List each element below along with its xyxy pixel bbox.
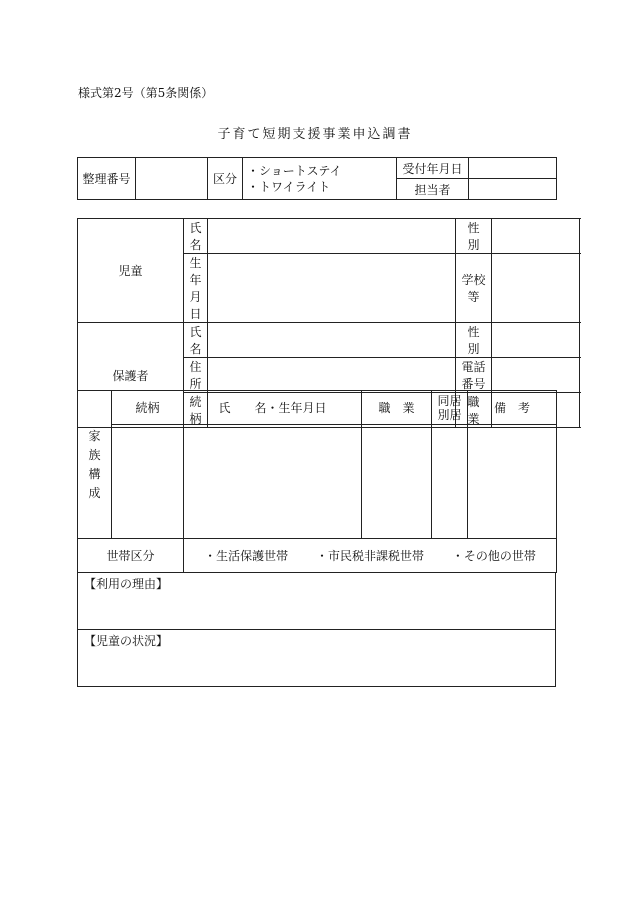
received-date-label: 受付年月日 (397, 158, 469, 179)
family-name-birthdate-field[interactable] (184, 425, 362, 539)
guardian-occupation-label: 職 業 (456, 393, 492, 428)
child-status-box[interactable] (77, 629, 556, 687)
guardian-address-label: 住 所 (184, 358, 208, 393)
child-sex-label: 性 別 (456, 219, 492, 254)
guardian-section-label: 保護者 (78, 323, 184, 428)
option-tax-exempt-household[interactable]: ・市民税非課税世帯 (315, 549, 424, 563)
family-relation-field[interactable] (112, 425, 184, 539)
received-date-field[interactable] (469, 158, 557, 179)
person-in-charge-field[interactable] (469, 179, 557, 200)
child-sex-field[interactable] (492, 219, 580, 254)
family-living-field[interactable] (432, 425, 468, 539)
option-welfare-household[interactable]: ・生活保護世帯 (204, 549, 289, 563)
guardian-relation-label: 続 柄 (184, 393, 208, 428)
guardian-address-field[interactable] (208, 358, 456, 393)
child-name-label: 氏 名 (184, 219, 208, 254)
option-twilight[interactable]: ・トワイライト (247, 179, 331, 194)
household-label: 世帯区分 (78, 539, 184, 573)
management-number-label: 整理番号 (78, 158, 136, 200)
form-number-label: 様式第2号（第5条関係） (78, 86, 214, 100)
guardian-name-field[interactable] (208, 323, 456, 358)
management-number-field[interactable] (136, 158, 208, 200)
reason-label: 【利用の理由】 (84, 577, 169, 591)
option-other-household[interactable]: ・その他の世帯 (451, 549, 536, 563)
header-table (77, 157, 557, 200)
child-status-label: 【児童の状況】 (84, 634, 169, 648)
guardian-phone-field[interactable] (492, 358, 580, 393)
family-remarks-field[interactable] (468, 425, 557, 539)
child-school-field[interactable] (492, 254, 580, 323)
category-options (243, 158, 397, 200)
family-occupation-header: 職 業 (362, 391, 432, 425)
family-name-birthdate-header: 氏 名・生年月日 (184, 391, 362, 425)
child-birthdate-label: 生年月日 (184, 254, 208, 323)
child-school-label: 学校等 (456, 254, 492, 323)
guardian-name-label: 氏 名 (184, 323, 208, 358)
guardian-phone-label: 電話番号 (456, 358, 492, 393)
category-label: 区分 (208, 158, 243, 200)
family-occupation-field[interactable] (362, 425, 432, 539)
family-remarks-header: 備 考 (468, 391, 557, 425)
household-table (77, 538, 557, 573)
person-in-charge-label: 担当者 (397, 179, 469, 200)
guardian-sex-field[interactable] (492, 323, 580, 358)
family-section-label: 家族構成 (78, 391, 112, 539)
child-birthdate-field[interactable] (208, 254, 456, 323)
option-short-stay[interactable]: ・ショートステイ (247, 163, 342, 178)
family-table (77, 390, 557, 539)
reason-box[interactable] (77, 572, 556, 630)
family-living-header: 同居 別居 (432, 391, 468, 425)
family-relation-header: 続柄 (112, 391, 184, 425)
guardian-sex-label: 性 別 (456, 323, 492, 358)
child-section-label: 児童 (78, 219, 184, 323)
document-title: 子育て短期支援事業申込調書 (217, 127, 413, 142)
household-options (184, 539, 557, 573)
child-name-field[interactable] (208, 219, 456, 254)
